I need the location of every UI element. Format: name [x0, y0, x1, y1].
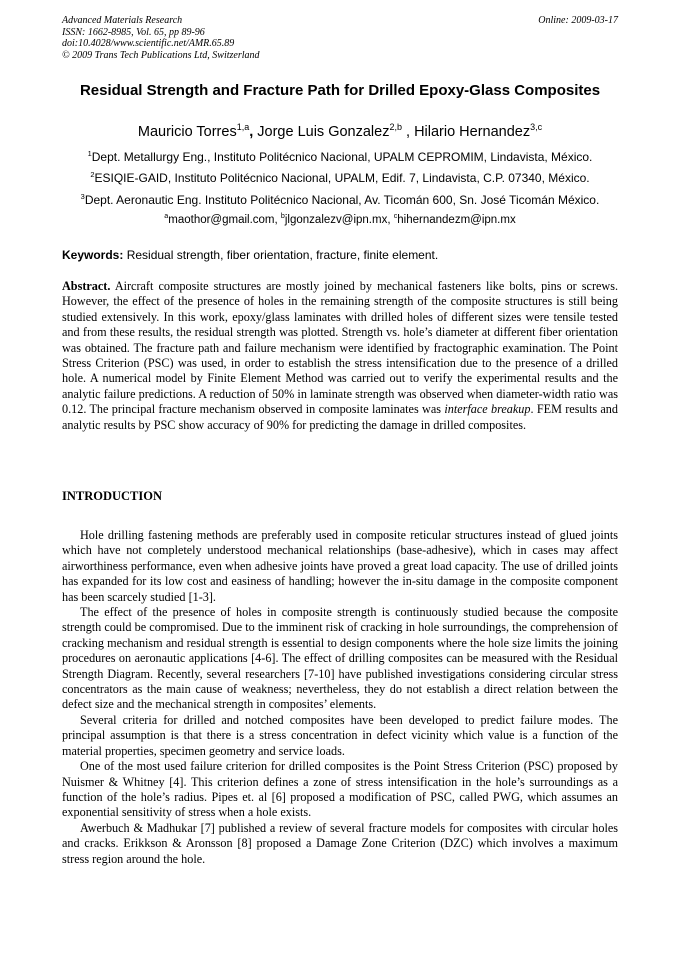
author-sup: 1,a	[236, 122, 250, 133]
paragraph: Hole drilling fastening methods are preferably used in composite reticular structures instead of glued joints which have not completely understood mechanical relationships (base-adhesive), which in cases may affect airworthiness performance, even when adhesive joints have proved a great load capacity. The use of drilled joints has expanded for its low cost and easiness of handling; however the in-situ damage in the composite component has been scarcely studied [1-3].	[62, 528, 618, 604]
author-list: Mauricio Torres$^{1,a}$, Jorge Luis Gonzalez$^{2,b}$ , Hilario Hernandez$^{3,c}$	[137, 122, 543, 140]
affiliation-text: Dept. Aeronautic Eng. Instituto Politécnico Nacional, Av. Ticomán 600, Sn. José Ticomán México.	[84, 193, 600, 207]
keywords	[62, 248, 618, 262]
affiliation-sup: 1	[87, 149, 92, 158]
author-name: Jorge Luis Gonzalez	[257, 124, 390, 140]
affiliation	[62, 193, 618, 207]
keywords-text: Residual strength, fiber orientation, fracture, finite element.	[126, 248, 439, 262]
paragraph: Several criteria for drilled and notched composites have been developed to predict failure modes. The principal assumption is that there is a stress concentration in defect vicinity which value is a function of the material properties, specimen geometry and service loads.	[62, 712, 618, 758]
affiliation-sup: 3	[80, 192, 85, 201]
abstract-text-end: . FEM results and analytic results by PSC show accuracy of 90% for predicting the damage in drilled composites.	[62, 402, 618, 432]
paragraph: Awerbuch & Madhukar [7] published a review of several fracture models for composites with circular holes and cracks. Erikkson & Aronsson [8] proposed a Damage Zone Criterion (DZC) which involves a maximum stress region around the hole.	[62, 820, 618, 866]
email-sup: b	[280, 212, 285, 221]
abstract-emphasis: interface breakup	[444, 402, 531, 417]
paragraph: The effect of the presence of holes in composite strength is continuously studied because the composite strength could be compromised. Due to the imminent risk of cracking in hole surroundings, the comprehension of cracking mechanism and residual strength is essential to design components where the hole size limits the joining procedures on aeronautic applications [4-6]. The effect of drilling composites can be measured with the Residual Strength Diagram. Recently, several researchers [7-10] have published investigations considering circular stress concentrators as the main cause of weakness; nevertheless, they do not establish a direct relation between the defect size and the mechanical strength in composites’ elements.	[62, 605, 618, 712]
abstract-label: Abstract.	[62, 279, 111, 293]
keywords-label: Keywords:	[62, 248, 124, 262]
affiliation-sup: 2	[90, 170, 95, 179]
author-name: Hilario Hernandez	[414, 124, 531, 140]
email-sup: c	[393, 212, 398, 221]
affiliation-text: Dept. Metallurgy Eng., Instituto Politécnico Nacional, UPALM CEPROMIM, Lindavista, México.	[91, 150, 593, 164]
email-sup: a	[164, 212, 169, 221]
journal-issn: ISSN: 1662-8985, Vol. 65, pp 89-96	[62, 26, 205, 38]
journal-copyright: © 2009 Trans Tech Publications Ltd, Switzerland	[62, 49, 260, 61]
email-address[interactable]: hihernandezm@ipn.mx	[397, 214, 516, 226]
abstract-text: Aircraft composite structures are mostly joined by mechanical fasteners like bolts, pins or screws. However, the effect of the presence of holes in the remaining strength of the composite structures is still being studied extensively. In this work, epoxy/glass laminates with drilled holes of different sizes were tensile tested and from these results, the residual strength was plotted. Strength vs. hole’s diameter at different fiber orientation was obtained. The fracture path and failure mechanism were identified by fractographic examination. The Point Stress Criterion (PSC) was used, in order to establish the stress intensification due to the presence of a drilled hole. A numerical model by Finite Element Method was carried out to verify the experimental results and the analytic failure predictions. A reduction of 50% in laminate strength was observed when diameter-width ratio was 0.12. The principal fracture mechanism observed in composite laminates was	[62, 279, 618, 417]
abstract	[62, 279, 618, 433]
author-sup: 3,c	[530, 122, 543, 133]
journal-header	[62, 15, 618, 61]
author-sup: 2,b	[389, 122, 402, 133]
journal-doi: doi:10.4028/www.scientific.net/AMR.65.89	[62, 38, 235, 49]
email-list: $^a$maothor@gmail.com, $^b$jlgonzalezv@ipn.mx, $^c$hihernandezm@ipn.mx	[164, 212, 516, 226]
introduction-body	[62, 528, 618, 867]
section-heading: INTRODUCTION	[62, 489, 163, 503]
paragraph: One of the most used failure criterion for drilled composites is the Point Stress Criterion (PSC) proposed by Nuismer & Whitney [4]. This criterion defines a zone of stress intensification in the hole’s surroundings as a function of the hole’s radius. Pipes et. al [6] proposed a modification of PSC, called PWG, which assumes an exponential sensitivity of stress when a hole exists.	[62, 759, 618, 820]
affiliation	[62, 150, 618, 164]
paper-title: Residual Strength and Fracture Path for Drilled Epoxy-Glass Composites	[79, 82, 601, 99]
journal-name: Advanced Materials Research	[62, 15, 183, 26]
affiliation-text: ESIQIE-GAID, Instituto Politécnico Nacional, UPALM, Edif. 7, Lindavista, C.P. 07340, México.	[94, 171, 590, 185]
author-name: Mauricio Torres	[137, 124, 237, 140]
online-date: Online: 2009-03-17	[538, 15, 618, 26]
email-address[interactable]: maothor@gmail.com	[168, 214, 275, 226]
affiliation	[62, 171, 618, 185]
email-address[interactable]: jlgonzalezv@ipn.mx	[284, 214, 388, 226]
